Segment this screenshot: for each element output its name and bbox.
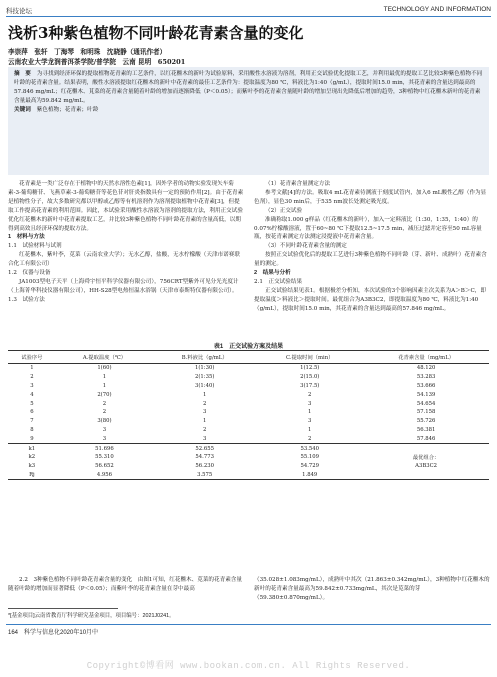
table-cell: 57.158: [416, 409, 436, 416]
table-cell: 3.575: [153, 471, 256, 480]
left-column: [8, 180, 244, 305]
table-stat-row: [8, 471, 489, 480]
table-cell: 2(15.0): [300, 374, 320, 381]
table-cell: 56.652: [95, 463, 114, 470]
table-cell: 54.773: [195, 454, 214, 461]
table-cell: A3B3C2: [415, 463, 438, 470]
table-cell: 最优组合：: [412, 455, 440, 462]
table-cell: 1.849: [256, 471, 363, 480]
table-cell: 2(70): [97, 391, 112, 398]
header-right: TECHNOLOGY AND INFORMATION: [383, 6, 491, 13]
body-paragraph: 参考文献[4]的方法。吸取4 mL花青素待测液于刻度试管内，加入6 mL酸性乙醇（作为显色剂），显色30 min后，于535 nm波长处测定吸光度。: [254, 189, 487, 205]
body-paragraph: 准确称取1.000 g样品（红花檵木的新叶），加入一定料液比（1:30，1:35，1:40）的0.07%柠檬酸溶液，置于60~80 ℃下提取12.5~17.5 min，减压过滤并定容至50 mL容量瓶，按花青素测定方法测定浸提液中花青素含量。: [254, 216, 482, 241]
article-title: 浅析3种紫色植物不同叶龄花青素含量的变化: [8, 24, 304, 42]
abstract-text: 为寻找到经济环保的提取植物花青素的工艺条件，以红花檵木的新叶为试验原料，采用酸性水溶液为溶剂，利用正交试验优化提取工艺，并利用最优的提取工艺比较3种紫色植物不同叶龄的花青素含量。结果表明，酸性水溶液提取红花檵木的新叶中花青素的最佳工艺条件为：提取温度为80 ℃，料液比为1:40（g/mL），提取时间15.0 min，其花青素的含量达到最高的57.846 mg/mL；红花檵木、莧菜的花青素含量随着叶龄的增加而逐渐降低（P＜0.05）；而紫叶李的花青素含量随叶龄的增加呈现出先降低后增加的趋势，3种植物中红花檵木新叶的花青素含量最高为59.842 mg/mL。: [14, 71, 483, 104]
table-cell: 54.729: [300, 463, 319, 470]
table-cell: 51.696: [56, 444, 153, 453]
table-cell: 52.655: [153, 444, 256, 453]
table-cell: 4.956: [56, 471, 153, 480]
table-row: [8, 408, 489, 417]
section-heading: 1.1 试验材料与试剂: [8, 243, 62, 250]
table-cell: 57.846: [416, 435, 436, 442]
table-cell: 2: [102, 400, 107, 407]
table-cell: 2: [203, 400, 207, 407]
table-cell: 3: [102, 435, 107, 442]
table-cell: k2: [28, 454, 36, 461]
table-row: [8, 417, 489, 426]
body-paragraph: 正交试验结果见表1。根据极差分析知，本次试验的3个影响因素主次关系为A＞B＞C，即提取温度＞料液比＞提取时间。最优组合为A3B3C2，即提取温度为80 ℃，料液比为1:40（g/mL），提取时间15.0 min，其花青素的含量达到最高的57.846 mg/mL。: [254, 287, 486, 312]
table-cell: 2: [203, 426, 207, 433]
table-stat-row: [8, 444, 489, 453]
table-row: [8, 434, 489, 443]
body-paragraph: （3）不同叶龄花青素含量的测定: [265, 243, 347, 250]
table-cell: 1: [308, 426, 312, 433]
table-cell: 3: [102, 426, 107, 433]
section-heading: 2.1 正交试验结果: [254, 278, 303, 285]
orthogonal-table: [8, 350, 489, 480]
table-row: [8, 364, 489, 373]
table-cell: 1: [102, 382, 107, 389]
table-cell: 53.283: [416, 374, 436, 381]
body-paragraph: （2）正交试验: [265, 207, 303, 214]
table-cell: 1: [203, 418, 207, 425]
table-cell: Rj: [8, 471, 56, 480]
body-paragraph: 按照正交试验优化后的提取工艺进行3种紫色植物不同叶龄（芽、新叶、成熟叶）花青素含量的测定。: [254, 252, 487, 268]
table-row: [8, 399, 489, 408]
abstract-box: [8, 67, 489, 175]
table-cell: 8: [30, 426, 34, 433]
table-cell: 2: [308, 391, 312, 398]
section-heading: 1 材料与方法: [8, 234, 45, 241]
table-cell: 2(1:35): [194, 374, 215, 381]
body-paragraph: 红花檵木，紫叶李，苋菜（云南农业大学）；无水乙醇，盐酸，无水柠檬酸（天津市诺赛联合化工有限公司）: [8, 252, 240, 268]
table-row: [8, 390, 489, 399]
section-heading: 1.3 试验方法: [8, 296, 45, 303]
table-cell: 3(1:40): [194, 382, 215, 389]
section-heading: 1.2 仪器与设备: [8, 270, 51, 277]
table-cell: 53.666: [416, 382, 436, 389]
abstract-label: 摘 要: [14, 71, 31, 77]
table-cell: 5: [30, 400, 34, 407]
table-cell: 48.120: [416, 365, 436, 372]
table-row: [8, 373, 489, 382]
author-line: 李崇萍 张轩 丁海琴 和明珠 沈晓静（通讯作者）: [8, 48, 167, 56]
table-cell: 1(1:30): [194, 365, 215, 372]
fund-note: *[基金项目]云南省教育厅科学研究基金项目，项目编号：2021J0241。: [8, 613, 175, 619]
table-cell: 54.139: [416, 391, 436, 398]
table-cell: 6: [30, 409, 34, 416]
table-cell: 53.540: [256, 444, 363, 453]
table-cell: 2: [30, 374, 34, 381]
affiliation-line: 云南农业大学龙润普洱茶学院/普学院 云南 昆明 650201: [8, 58, 186, 66]
page-footer: 164 科学与信息化2020年10月中: [8, 630, 99, 636]
copyright-watermark: Copyright©博看网 www.bookan.com.cn. All Rights Reserved.: [86, 661, 411, 671]
table-header-cell: A.提取温度（℃）: [56, 351, 153, 364]
table-header-cell: B.料液比（g/mL）: [153, 351, 256, 364]
table-cell: 55.726: [416, 418, 436, 425]
table-cell: 3: [308, 418, 312, 425]
table-stat-row: [8, 462, 489, 471]
table-cell: 54.654: [416, 400, 436, 407]
footer-rule: [6, 624, 491, 625]
bottom-left-text: [8, 576, 244, 594]
table-cell: 1(60): [97, 365, 112, 372]
table-cell: 7: [30, 418, 34, 425]
body-paragraph: 花青素是一类广泛存在于植物中的天然水溶性色素[1]，因外学者的动物实验发现矢车菊素-3-葡萄糖苷、飞燕草素-3-葡萄糖苷等花色苷对肝炎指数具有一定的预防作用[2]。由于花青素是植物性分子，故大多数研究都以甲醇或乙醇等有机溶剂作为溶剂提取植物中花青素[3]，但提取工作提高花青素的利用范围。因此，本试验采用酸性水溶液为溶剂的提取方法，利用正交试验优化红花檵木的新叶中花青素提取工艺，并比较3种紫色植物不同叶龄花青素的含量高低，以期得到高效且经济环保的提取方法。: [8, 181, 244, 232]
table-cell: 3(80): [97, 418, 112, 425]
table-caption: 表1 正交试验方案及结果: [213, 344, 284, 350]
bottom-right-paragraph: （35.028±1.083mg/mL），成熟叶中其次（21.863±0.342mg/mL），3种植物中红花檵木的新叶的花青素含量最高为59.842±0.733mg/mL，其次是苋菜的芽（59.380±0.870mg/mL）。: [254, 577, 490, 601]
table-cell: 3: [203, 409, 207, 416]
table-cell: [363, 444, 489, 453]
table-header-row: [8, 351, 489, 364]
table-header-cell: 花青素含量（mg/mL）: [363, 351, 489, 364]
bottom-left-paragraph: 2.2 3种紫色植物不同叶龄花青素含量的变化 由图1可知，红花檵木、苋菜的花青素含量随着叶龄的增加而显著降低（P＜0.05）；而紫叶李的花青素含量在芽中最高: [8, 577, 242, 592]
body-paragraph: （1）花青素含量测定方法: [265, 181, 331, 187]
keywords-paragraph: [14, 106, 483, 115]
table-cell: 9: [30, 435, 34, 442]
header-rule: [6, 16, 491, 17]
table-cell: 3: [203, 435, 207, 442]
table-cell: 1: [308, 409, 312, 416]
table-cell: k3: [28, 463, 36, 470]
table-cell: 2: [102, 409, 107, 416]
table-cell: 1: [203, 391, 207, 398]
keywords-text: 紫色植物；花青素；叶龄: [36, 107, 99, 113]
footnote-rule: [8, 608, 118, 609]
header-left: 科技论坛: [6, 8, 32, 15]
table-cell: 55.310: [95, 454, 114, 461]
table-row: [8, 382, 489, 391]
table-cell: [363, 471, 489, 480]
table-cell: k1: [8, 444, 56, 453]
table-cell: 3: [30, 382, 34, 389]
table-cell: 56.381: [416, 426, 436, 433]
table-cell: 2: [308, 435, 312, 442]
right-column: [254, 180, 490, 314]
body-paragraph: JA1003型电子天平（上海舜宇恒平科学仪器有限公司），756CRT型紫外可见分光光度计（上海菁华科技仪器有限公司），HH-S28型电热恒温水浴锅（天津市泰斯特仪器有限公司）。: [8, 278, 239, 294]
table-header-cell: C.提取时间（min）: [256, 351, 363, 364]
table-row: [8, 426, 489, 435]
table-stat-row: [8, 453, 489, 462]
abstract-paragraph: [14, 70, 483, 106]
table-cell: 4: [30, 391, 34, 398]
keywords-label: 关键词: [14, 107, 31, 113]
table-cell: 3: [308, 400, 312, 407]
table-cell: 55.109: [300, 454, 319, 461]
bottom-right-text: [254, 576, 490, 603]
table-cell: 56.230: [195, 463, 214, 470]
section-heading: 2 结果与分析: [254, 270, 291, 277]
table-cell: 1(12.5): [300, 365, 320, 372]
table-cell: 3(17.5): [300, 382, 320, 389]
table-header-cell: 试验序号: [8, 351, 56, 364]
table-body: [8, 364, 489, 480]
table-cell: 1: [30, 365, 34, 372]
table-cell: 1: [102, 374, 107, 381]
